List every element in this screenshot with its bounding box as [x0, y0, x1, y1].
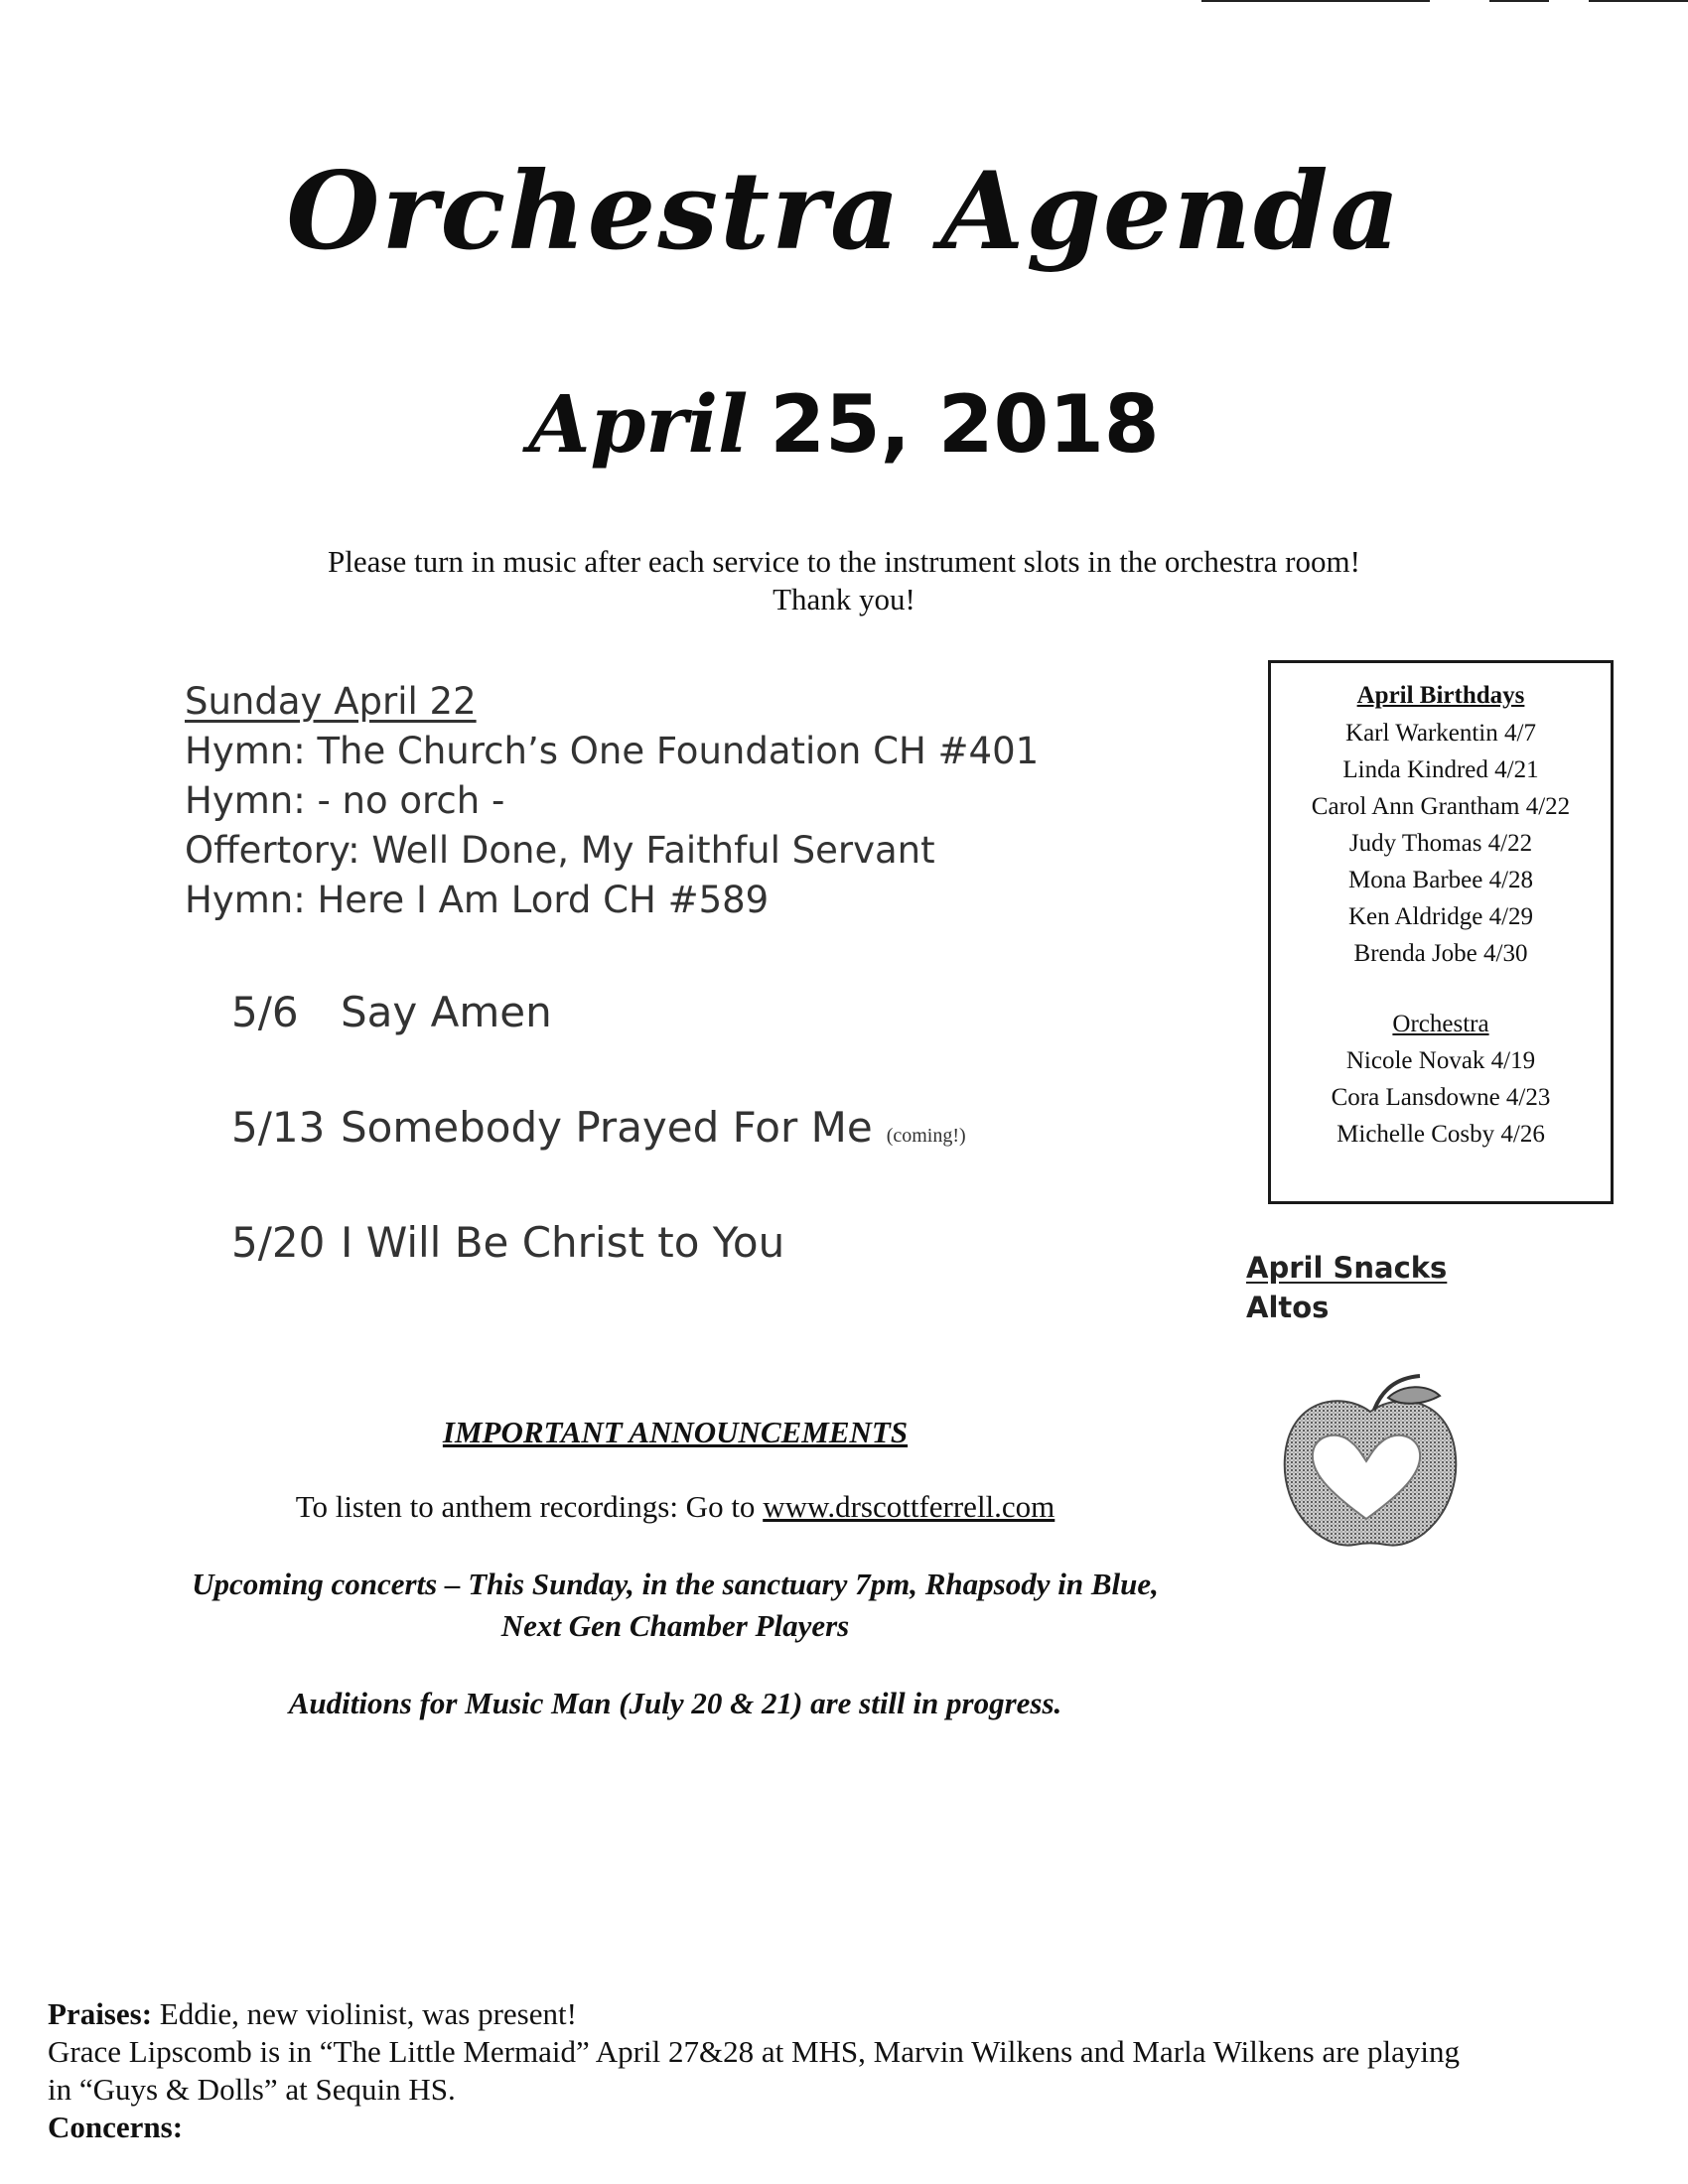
snacks-heading: April Snacks	[1246, 1251, 1448, 1285]
praises-detail: Grace Lipscomb is in “The Little Mermaid” April 27&28 at MHS, Marvin Wilkens and Marla Wilkens are playing	[48, 2034, 1461, 2069]
scan-edge-line	[1201, 0, 1430, 2]
audition-announcement: Auditions for Music Man (July 20 & 21) are still in progress.	[288, 1686, 1062, 1720]
upcoming-item	[231, 1218, 1125, 1267]
birthdays-box	[1268, 660, 1614, 1204]
snacks-group: Altos	[1246, 1291, 1330, 1324]
birthday-item: Ken Aldridge 4/29	[1347, 903, 1534, 930]
upcoming-date: 5/20	[231, 1218, 326, 1267]
service-item: Hymn: The Church’s One Foundation CH #401	[185, 730, 1040, 772]
page-title: Orchestra Agenda	[286, 149, 1402, 274]
scan-edge-line	[1489, 0, 1549, 2]
orchestra-birthdays-heading: Orchestra	[1392, 1011, 1489, 1037]
concert-line: Upcoming concerts – This Sunday, in the sanctuary 7pm, Rhapsody in Blue,	[192, 1567, 1159, 1601]
birthday-item: Judy Thomas 4/22	[1348, 830, 1533, 857]
service-heading: Sunday April 22	[185, 680, 477, 723]
notice-line-2: Thank you!	[773, 582, 915, 616]
upcoming-title: I Will Be Christ to You	[341, 1218, 785, 1267]
orchestra-birthday-item: Michelle Cosby 4/26	[1336, 1121, 1545, 1148]
birthdays-heading: April Birthdays	[1356, 682, 1525, 709]
service-item: Hymn: Here I Am Lord CH #589	[185, 879, 770, 921]
apple-heart-icon	[1271, 1370, 1470, 1559]
notice-line-1: Please turn in music after each service to the instrument slots in the orchestra room!	[328, 544, 1360, 579]
orchestra-birthday-item: Nicole Novak 4/19	[1345, 1047, 1536, 1074]
upcoming-item	[231, 988, 1125, 1036]
birthday-item: Karl Warkentin 4/7	[1345, 720, 1536, 747]
service-list	[185, 677, 1178, 925]
upcoming-date: 5/6	[231, 988, 299, 1036]
agenda-date	[0, 377, 1688, 472]
birthday-item: Brenda Jobe 4/30	[1353, 940, 1528, 967]
service-item: Offertory: Well Done, My Faithful Servant	[185, 829, 935, 872]
upcoming-title: Say Amen	[341, 988, 552, 1036]
footer-notes	[48, 1995, 1636, 2146]
upcoming-title: Somebody Prayed For Me	[341, 1103, 873, 1152]
birthday-item: Carol Ann Grantham 4/22	[1311, 793, 1571, 820]
birthday-item: Linda Kindred 4/21	[1342, 756, 1539, 783]
praises-line	[48, 1995, 1636, 2033]
snacks-block	[1246, 1251, 1447, 1324]
upcoming-date: 5/13	[231, 1103, 326, 1152]
recordings-link[interactable]: www.drscottferrell.com	[763, 1489, 1055, 1524]
recordings-line	[0, 1489, 1350, 1525]
announcements-heading: IMPORTANT ANNOUNCEMENTS	[442, 1415, 909, 1449]
concert-announcement	[0, 1564, 1350, 1647]
scan-edge-line	[1589, 0, 1688, 2]
upcoming-item	[231, 1103, 1125, 1152]
agenda-date-rest: 25, 2018	[770, 378, 1160, 471]
birthday-item: Mona Barbee 4/28	[1347, 867, 1534, 893]
concert-line: Next Gen Chamber Players	[500, 1608, 850, 1643]
recordings-text: To listen to anthem recordings: Go to	[295, 1489, 764, 1524]
concerns-label: Concerns:	[48, 2110, 184, 2144]
praises-label: Praises:	[48, 1996, 153, 2031]
praises-text: Eddie, new violinist, was present!	[159, 1996, 577, 2031]
praises-detail: in “Guys & Dolls” at Sequin HS.	[48, 2072, 456, 2107]
orchestra-birthday-item: Cora Lansdowne 4/23	[1331, 1084, 1551, 1111]
agenda-date-month: April	[528, 377, 749, 471]
upcoming-note: (coming!)	[886, 1125, 966, 1147]
service-item: Hymn: - no orch -	[185, 779, 505, 822]
